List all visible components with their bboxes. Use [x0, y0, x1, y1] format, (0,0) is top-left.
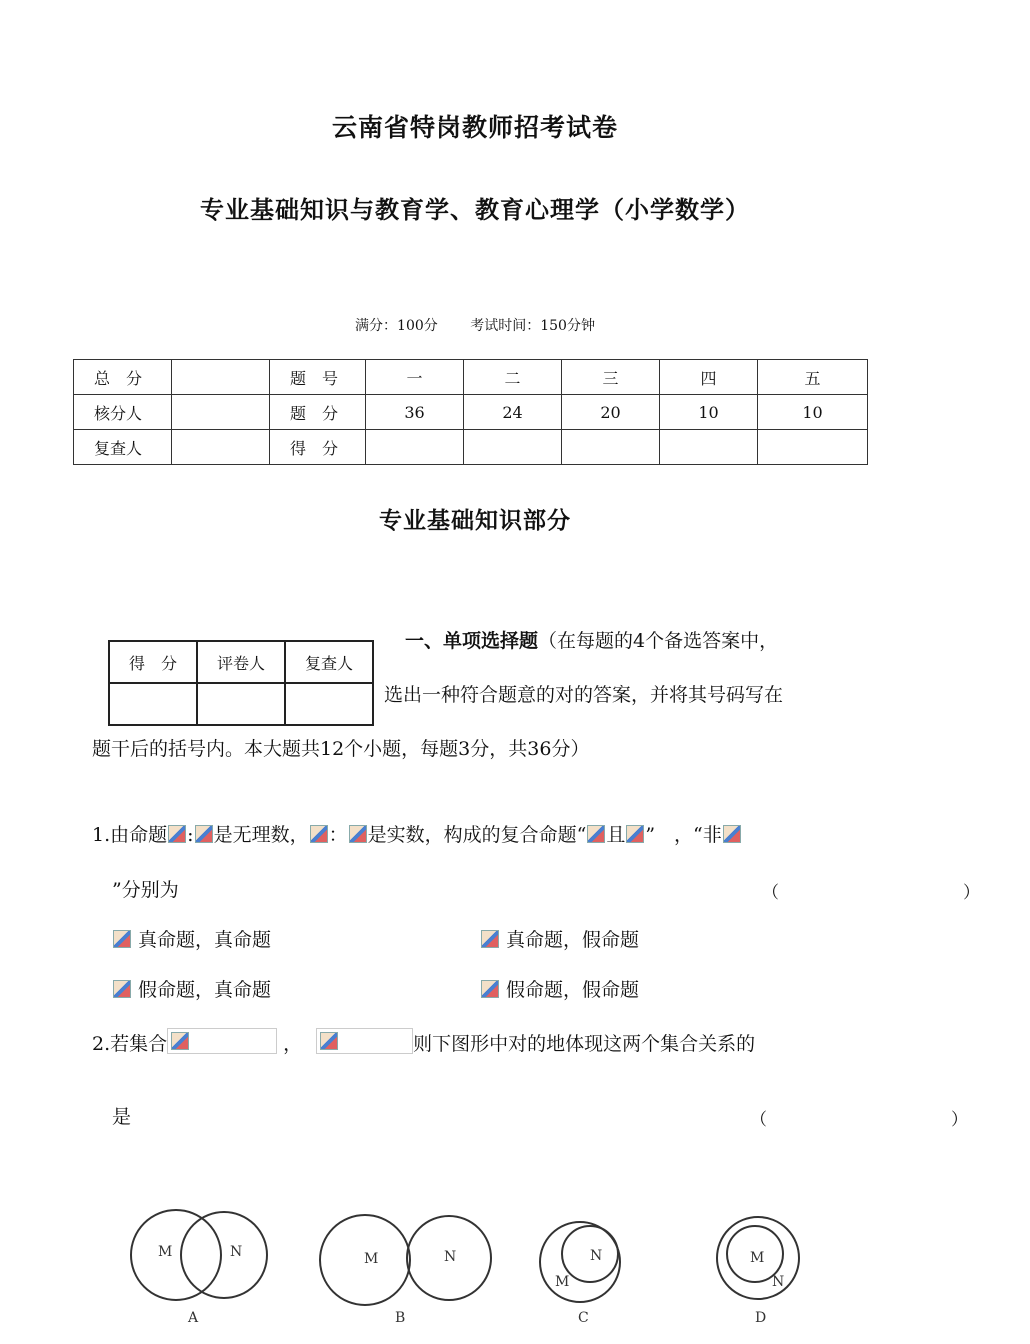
question-text: 且: [606, 824, 626, 846]
diagram-label: B: [395, 1310, 406, 1326]
set-label: M: [364, 1251, 379, 1267]
table-cell: 10: [660, 395, 758, 430]
option-b[interactable]: [480, 925, 639, 952]
table-cell[interactable]: [172, 430, 270, 465]
option-label-icon: [481, 980, 499, 998]
table-row: [74, 395, 868, 430]
exam-time: 考试时间：150分钟: [470, 318, 595, 334]
formula-image-icon: [320, 1032, 338, 1050]
question-1-line2: ”分别为: [112, 879, 179, 901]
diagram-label: C: [578, 1310, 589, 1326]
set-label: M: [555, 1274, 570, 1290]
question-text: ，: [283, 1033, 303, 1055]
venn-diagrams: [110, 1200, 830, 1340]
question-text: 是实数，构成的复合命题“: [367, 824, 587, 846]
option-text: 假命题，假命题: [506, 979, 640, 1001]
question-number: 1.: [92, 824, 111, 846]
question-text: :: [187, 824, 194, 846]
question-number: 2.: [92, 1033, 111, 1055]
table-cell: 二: [464, 360, 562, 395]
table-cell[interactable]: [109, 683, 197, 725]
table-cell[interactable]: [172, 395, 270, 430]
option-label-icon: [113, 980, 131, 998]
table-cell[interactable]: [172, 360, 270, 395]
question-2: [92, 1028, 755, 1056]
part1-heading-line: [405, 626, 778, 653]
table-cell: 三: [562, 360, 660, 395]
set-label: N: [590, 1248, 603, 1264]
option-text: 真命题，假命题: [506, 929, 640, 951]
formula-image-icon: [171, 1032, 189, 1050]
option-label-icon: [113, 930, 131, 948]
table-cell[interactable]: [660, 430, 758, 465]
question-1: [92, 820, 742, 847]
question-text: 是无理数，: [213, 824, 309, 846]
set-label: N: [444, 1249, 457, 1265]
score-table: [73, 359, 868, 465]
set-label: M: [750, 1250, 765, 1266]
option-c[interactable]: [112, 975, 271, 1002]
table-cell: 36: [366, 395, 464, 430]
venn-option-c[interactable]: [540, 1222, 620, 1326]
formula-image-icon: [349, 825, 367, 843]
part1-heading: 一、单项选择题: [405, 630, 539, 652]
option-d[interactable]: [480, 975, 639, 1002]
part1-instruction-line: 题干后的括号内。本大题共12个小题，每题3分，共36分）: [92, 738, 590, 760]
table-cell: 五: [758, 360, 868, 395]
option-text: 真命题，真命题: [138, 929, 272, 951]
table-cell: 24: [464, 395, 562, 430]
set-label: N: [772, 1274, 785, 1290]
option-label-icon: [481, 930, 499, 948]
table-row: [74, 430, 868, 465]
table-cell[interactable]: [366, 430, 464, 465]
part1-instruction-line: 选出一种符合题意的对的答案，并将其号码写在: [384, 684, 784, 706]
formula-image-icon: [310, 825, 328, 843]
table-row: [74, 360, 868, 395]
table-cell: 10: [758, 395, 868, 430]
venn-option-b[interactable]: [320, 1215, 491, 1326]
diagram-label: D: [755, 1310, 767, 1326]
full-score: 满分：100分: [355, 318, 438, 334]
formula-image-icon: [723, 825, 741, 843]
venn-option-d[interactable]: [717, 1217, 799, 1326]
set-label: N: [230, 1244, 243, 1260]
table-row: [109, 683, 373, 725]
formula-image-icon: [587, 825, 605, 843]
exam-title: 云南省特岗教师招考试卷: [331, 113, 618, 142]
table-cell: 核分人: [74, 395, 172, 430]
table-cell[interactable]: [464, 430, 562, 465]
exam-meta: [0, 315, 950, 335]
table-cell[interactable]: [285, 683, 373, 725]
venn-option-a[interactable]: [131, 1210, 267, 1326]
option-text: 假命题，真命题: [138, 979, 272, 1001]
table-cell: 复查人: [74, 430, 172, 465]
table-row: [109, 641, 373, 683]
table-cell: 四: [660, 360, 758, 395]
table-cell: 20: [562, 395, 660, 430]
table-cell: 总 分: [74, 360, 172, 395]
answer-blank[interactable]: （ ）: [762, 883, 1030, 903]
table-header: 评卷人: [197, 641, 285, 683]
set-label: M: [158, 1244, 173, 1260]
question-text: ” ，“非: [645, 824, 722, 846]
diagram-label: A: [188, 1310, 199, 1326]
table-cell: 题 分: [270, 395, 366, 430]
table-cell[interactable]: [197, 683, 285, 725]
table-cell[interactable]: [758, 430, 868, 465]
exam-subtitle: 专业基础知识与教育学、教育心理学（小学数学）: [200, 196, 750, 224]
set-formula-image: [167, 1028, 277, 1054]
question-2-line2: 是: [112, 1106, 132, 1128]
question-text: 由命题: [110, 824, 168, 846]
answer-blank[interactable]: （ ）: [750, 1110, 1018, 1130]
table-header: 得 分: [109, 641, 197, 683]
question-text: 若集合: [110, 1033, 168, 1055]
table-cell: 一: [366, 360, 464, 395]
section-title: 专业基础知识部分: [379, 508, 571, 534]
grader-table: [108, 640, 374, 726]
formula-image-icon: [168, 825, 186, 843]
formula-image-icon: [195, 825, 213, 843]
question-text: ：: [328, 824, 348, 846]
table-cell: 题 号: [270, 360, 366, 395]
part1-instruction: （在每题的4个备选答案中，: [538, 630, 779, 652]
table-cell: 得 分: [270, 430, 366, 465]
formula-image-icon: [626, 825, 644, 843]
table-cell[interactable]: [562, 430, 660, 465]
option-a[interactable]: [112, 925, 271, 952]
question-text: 则下图形中对的地体现这两个集合关系的: [413, 1033, 756, 1055]
table-header: 复查人: [285, 641, 373, 683]
set-formula-image: [316, 1028, 413, 1054]
